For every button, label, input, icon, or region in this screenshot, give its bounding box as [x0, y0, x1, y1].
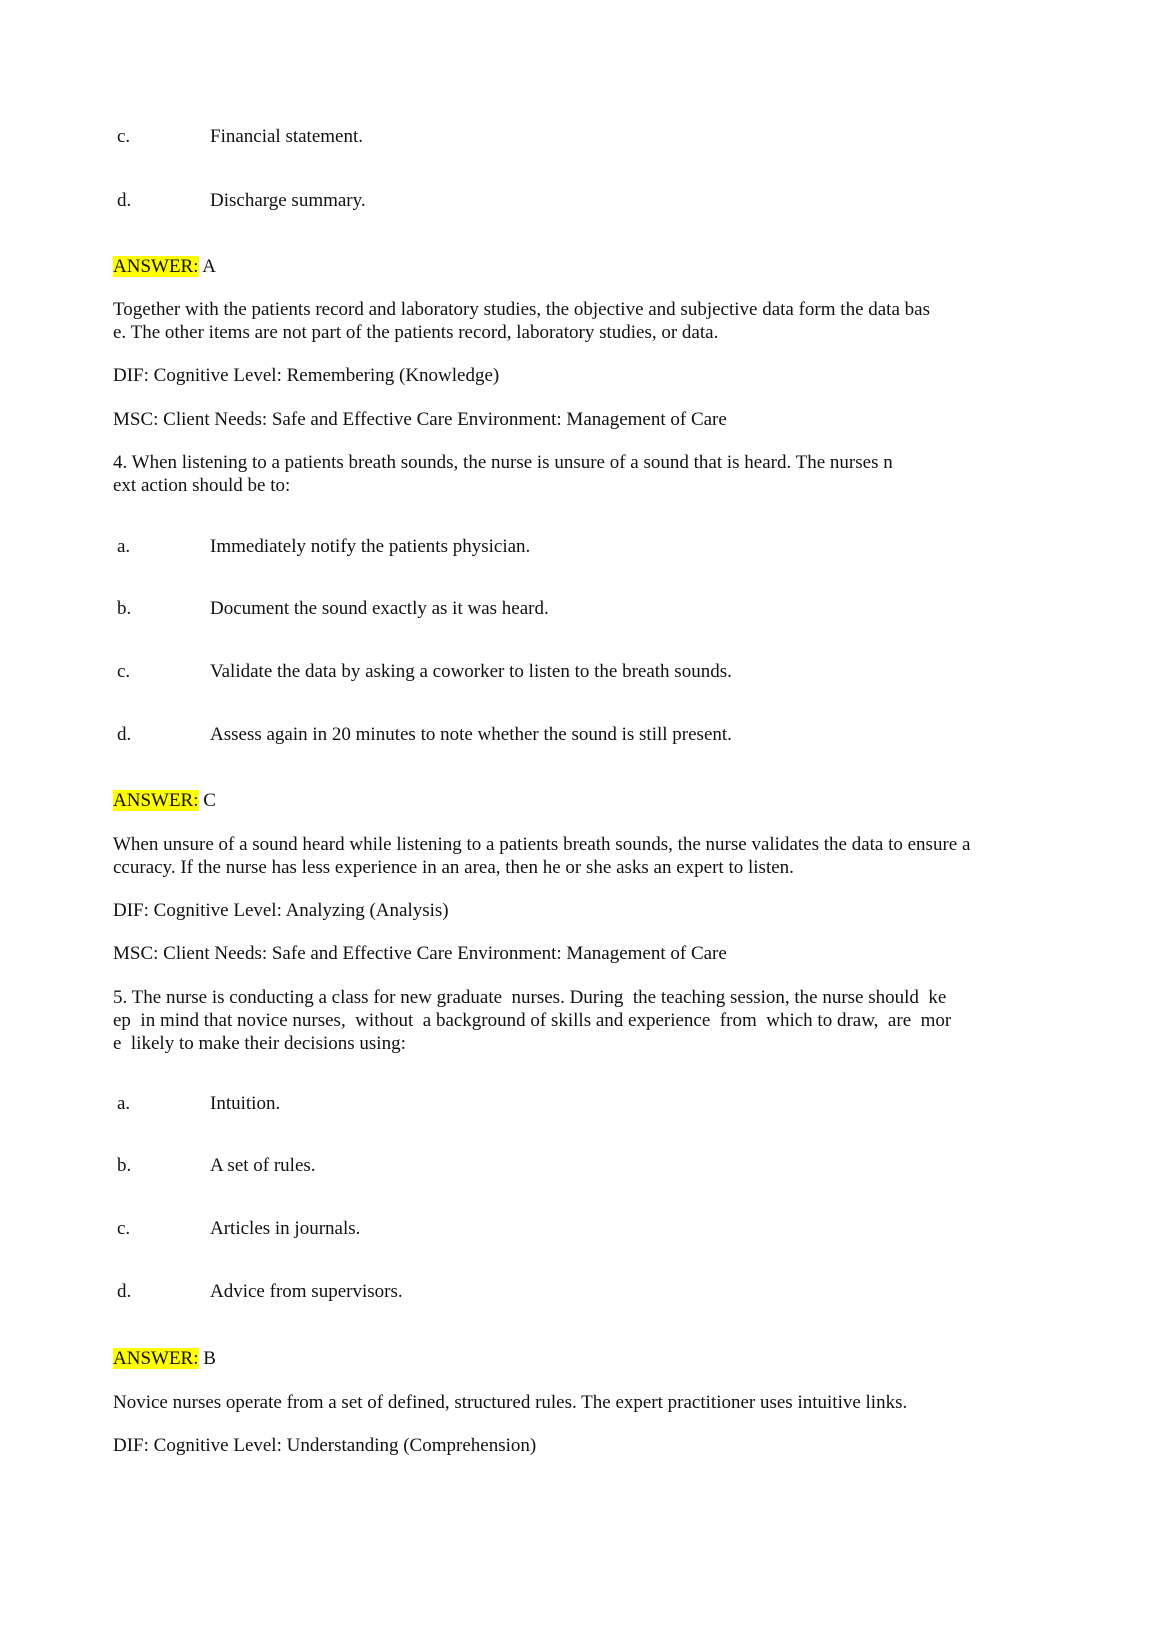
q4-option-a-text: Immediately notify the patients physician.	[210, 536, 531, 557]
q4-option-b-letter: b.	[117, 598, 132, 619]
answer-highlight: ANSWER:	[113, 790, 199, 811]
q3-msc: MSC: Client Needs: Safe and Effective Care Environment: Management of Care	[113, 409, 727, 430]
q4-msc: MSC: Client Needs: Safe and Effective Care Environment: Management of Care	[113, 943, 727, 964]
q3-option-c-letter: c.	[117, 126, 131, 147]
q4-option-c-text: Validate the data by asking a coworker to listen to the breath sounds.	[210, 661, 732, 682]
q5-stem-line-3: e likely to make their decisions using:	[113, 1033, 406, 1054]
q5-option-d-text: Advice from supervisors.	[210, 1281, 403, 1302]
q3-answer	[113, 255, 216, 278]
q4-option-c-letter: c.	[117, 661, 131, 682]
answer-value: B	[198, 1348, 216, 1369]
q3-rationale-line-1: Together with the patients record and laboratory studies, the objective and subjective data form the data bas	[113, 299, 930, 320]
q4-rationale-line-2: ccuracy. If the nurse has less experience in an area, then he or she asks an expert to listen.	[113, 857, 794, 878]
q4-answer	[113, 789, 216, 812]
q3-option-d-text: Discharge summary.	[210, 190, 366, 211]
q4-rationale-line-1: When unsure of a sound heard while listening to a patients breath sounds, the nurse validates the data to ensure a	[113, 834, 971, 855]
q5-rationale-line-1: Novice nurses operate from a set of defined, structured rules. The expert practitioner uses intuitive links.	[113, 1392, 908, 1413]
q5-option-c-letter: c.	[117, 1218, 131, 1239]
q5-dif: DIF: Cognitive Level: Understanding (Comprehension)	[113, 1435, 537, 1456]
q3-rationale-line-2: e. The other items are not part of the patients record, laboratory studies, or data.	[113, 322, 719, 343]
q5-stem-line-2: ep in mind that novice nurses, without a background of skills and experience from which to draw, are mor	[113, 1010, 952, 1031]
q4-option-b-text: Document the sound exactly as it was heard.	[210, 598, 549, 619]
q4-stem-line-2: ext action should be to:	[113, 475, 291, 496]
q4-option-a-letter: a.	[117, 536, 131, 557]
q3-dif: DIF: Cognitive Level: Remembering (Knowledge)	[113, 365, 500, 386]
answer-highlight: ANSWER:	[113, 256, 199, 277]
q4-dif: DIF: Cognitive Level: Analyzing (Analysis)	[113, 900, 449, 921]
q5-answer	[113, 1347, 216, 1370]
answer-highlight: ANSWER:	[113, 1348, 199, 1369]
q5-option-b-letter: b.	[117, 1155, 132, 1176]
q5-option-c-text: Articles in journals.	[210, 1218, 361, 1239]
q4-option-d-letter: d.	[117, 724, 132, 745]
answer-value: A	[198, 256, 216, 277]
q5-option-a-letter: a.	[117, 1093, 131, 1114]
q5-option-a-text: Intuition.	[210, 1093, 281, 1114]
q4-stem-line-1: 4. When listening to a patients breath sounds, the nurse is unsure of a sound that is heard. The nurses n	[113, 452, 893, 473]
q5-stem-line-1: 5. The nurse is conducting a class for new graduate nurses. During the teaching session, the nurse should ke	[113, 987, 947, 1008]
answer-value: C	[198, 790, 216, 811]
q3-option-c-text: Financial statement.	[210, 126, 364, 147]
q5-option-d-letter: d.	[117, 1281, 132, 1302]
q3-option-d-letter: d.	[117, 190, 132, 211]
q4-option-d-text: Assess again in 20 minutes to note whether the sound is still present.	[210, 724, 732, 745]
q5-option-b-text: A set of rules.	[210, 1155, 316, 1176]
